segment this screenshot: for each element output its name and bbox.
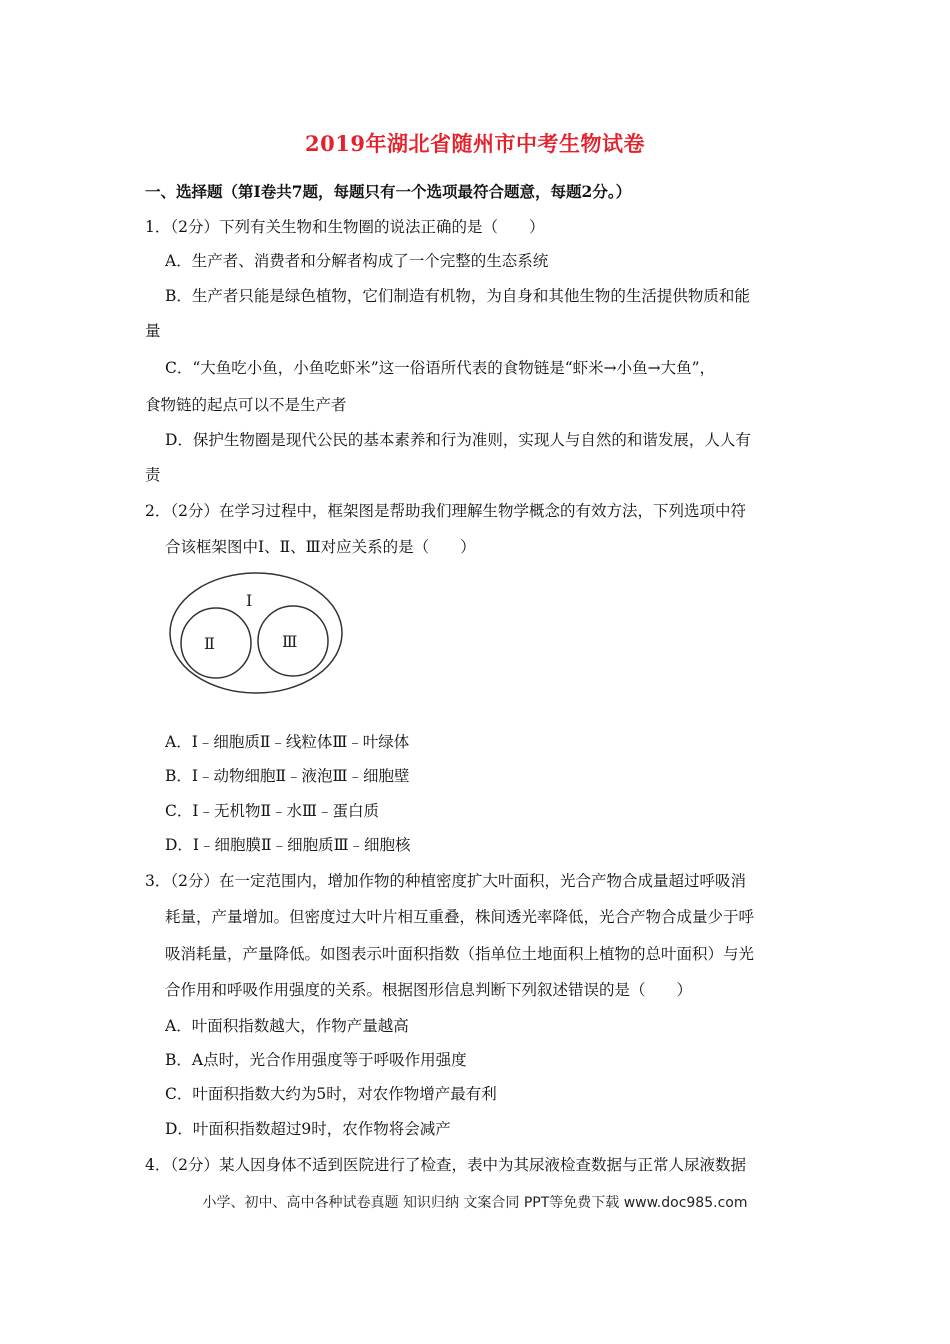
q2-stem-line1: 2．（2分）在学习过程中，框架图是帮助我们理解生物学概念的有效方法，下列选项中符 [145,502,746,520]
q1-option-c-line1: C．“大鱼吃小鱼，小鱼吃虾米”这一俗语所代表的食物链是“虾米→小鱼→大鱼”， [165,359,716,377]
document-title: 2019年湖北省随州市中考生物试卷 [305,131,645,156]
q2-option-d: D．Ⅰ﹣细胞膜Ⅱ﹣细胞质Ⅲ﹣细胞核 [165,836,411,854]
q1-option-d-line2: 责 [145,466,161,484]
q3-option-d: D．叶面积指数超过9时，农作物将会减产 [165,1120,451,1138]
left-label: Ⅱ [204,634,215,653]
left-circle [181,608,251,678]
q3-option-c: C．叶面积指数大约为5时，对农作物增产最有利 [165,1085,497,1103]
q1-option-a: A．生产者、消费者和分解者构成了一个完整的生态系统 [165,252,549,270]
q1-option-d-line1: D．保护生物圈是现代公民的基本素养和行为准则，实现人与自然的和谐发展，人人有 [165,431,751,449]
q3-option-b: B．A点时，光合作用强度等于呼吸作用强度 [165,1051,467,1069]
q1-stem: 1．（2分）下列有关生物和生物圈的说法正确的是（ ） [145,218,545,236]
q3-stem-line3: 吸消耗量，产量降低。如图表示叶面积指数（指单位土地面积上植物的总叶面积）与光 [165,945,755,963]
q1-option-b-line2: 量 [145,322,161,340]
q2-option-b: B．Ⅰ﹣动物细胞Ⅱ﹣液泡Ⅲ﹣细胞壁 [165,767,410,785]
outer-ellipse [170,573,342,693]
q1-option-b-line1: B．生产者只能是绿色植物，它们制造有机物，为自身和其他生物的生活提供物质和能 [165,287,750,305]
right-label: Ⅲ [282,632,298,651]
q3-option-a: A．叶面积指数越大，作物产量越高 [165,1017,409,1035]
q2-stem-line2: 合该框架图中Ⅰ、Ⅱ、Ⅲ对应关系的是（ ） [165,538,476,556]
outer-label: Ⅰ [246,591,253,610]
q2-option-c: C．Ⅰ﹣无机物Ⅱ﹣水Ⅲ﹣蛋白质 [165,802,379,820]
q3-stem-line2: 耗量，产量增加。但密度过大叶片相互重叠，株间透光率降低，光合产物合成量少于呼 [165,908,755,926]
framework-diagram [168,570,348,700]
q3-stem-line4: 合作用和呼吸作用强度的关系。根据图形信息判断下列叙述错误的是（ ） [165,981,693,999]
q2-option-a: A．Ⅰ﹣细胞质Ⅱ﹣线粒体Ⅲ﹣叶绿体 [165,733,410,751]
section-heading: 一、选择题（第Ⅰ卷共7题，每题只有一个选项最符合题意，每题2分。） [145,182,632,201]
q4-stem-line1: 4．（2分）某人因身体不适到医院进行了检查，表中为其尿液检查数据与正常人尿液数据 [145,1156,746,1174]
q1-option-c-line2: 食物链的起点可以不是生产者 [145,396,347,414]
q3-stem-line1: 3．（2分）在一定范围内，增加作物的种植密度扩大叶面积，光合产物合成量超过呼吸消 [145,872,746,890]
page-footer: 小学、初中、高中各种试卷真题 知识归纳 文案合同 PPT等免费下载 www.doc985.com [202,1195,748,1211]
